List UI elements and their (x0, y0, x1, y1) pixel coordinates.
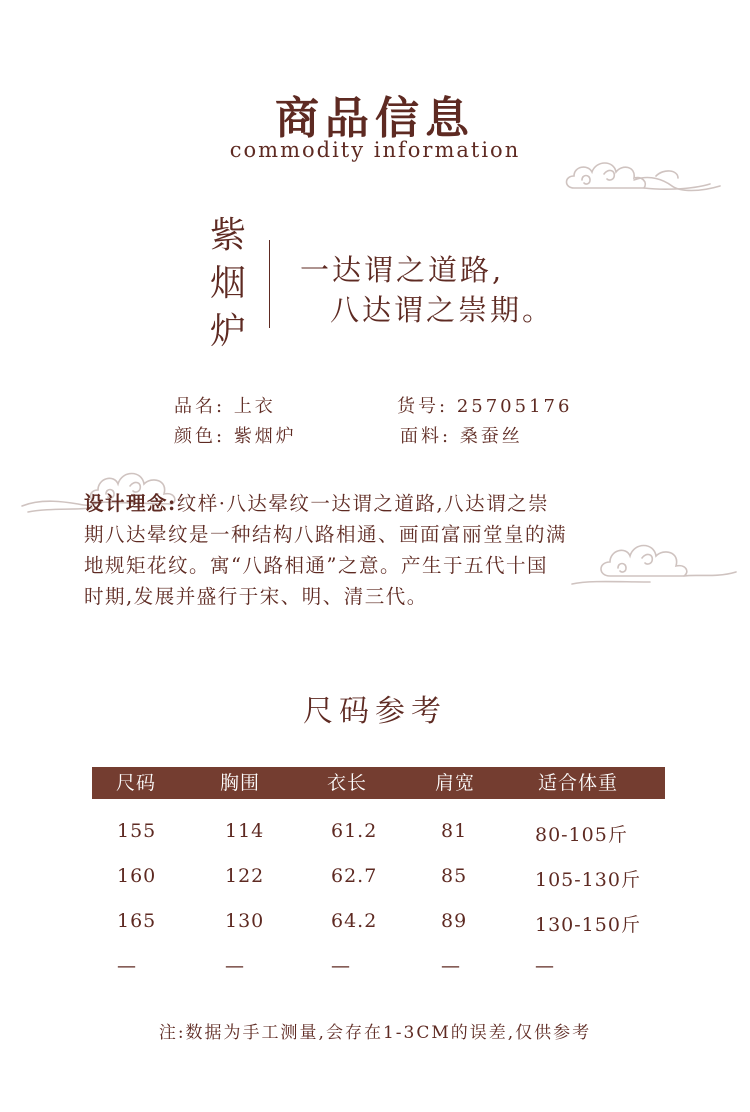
design-line: 地规矩花纹。寓“八路相通”之意。产生于五代十国 (84, 554, 548, 577)
table-cell: 62.7 (331, 865, 378, 887)
info-fabric (400, 422, 523, 448)
divider-line (269, 240, 270, 328)
name-char: 烟 (209, 263, 246, 304)
name-char: 紫 (209, 215, 246, 256)
header-size: 尺码 (116, 772, 157, 794)
fabric-label: 面料: (400, 426, 452, 447)
design-concept (84, 488, 666, 612)
table-cell: — (225, 955, 245, 977)
table-cell: — (331, 955, 351, 977)
page-title: 商品信息 (275, 93, 475, 144)
table-cell: 81 (441, 820, 468, 842)
slogan-line-1: 一达谓之道路, (300, 253, 505, 287)
table-cell: 89 (441, 910, 468, 932)
fabric-value: 桑蚕丝 (459, 426, 523, 447)
info-sku (397, 392, 572, 418)
design-line: 时期,发展并盛行于宋、明、清三代。 (84, 585, 428, 608)
table-cell: — (441, 955, 461, 977)
table-cell: 64.2 (331, 910, 378, 932)
sku-label: 货号: (397, 396, 449, 417)
header-weight: 适合体重 (538, 772, 619, 794)
product-name-vertical (200, 212, 256, 356)
info-name (174, 392, 276, 418)
table-cell: 122 (225, 865, 265, 887)
name-value: 上衣 (233, 396, 276, 417)
table-cell: 105-130斤 (535, 869, 641, 891)
table-cell: 85 (441, 865, 468, 887)
header-chest: 胸围 (220, 772, 261, 794)
header-shoulder: 肩宽 (435, 772, 476, 794)
table-cell: — (117, 955, 137, 977)
table-cell: — (535, 955, 555, 977)
name-char: 炉 (209, 311, 246, 352)
slogan-line-2: 八达谓之崇期。 (330, 293, 555, 327)
header-length: 衣长 (327, 772, 368, 794)
measurement-note: 注:数据为手工测量,会存在1-3CM的误差,仅供参考 (158, 1023, 592, 1043)
info-color (174, 422, 297, 448)
design-line: 期八达晕纹是一种结构八路相通、画面富丽堂皇的满 (84, 523, 568, 546)
table-cell: 155 (117, 820, 157, 842)
table-cell: 80-105斤 (535, 824, 628, 846)
table-cell: 130 (225, 910, 265, 932)
table-cell: 114 (225, 820, 265, 842)
size-section-title: 尺码参考 (303, 694, 447, 729)
design-label: 设计理念: (84, 492, 177, 515)
table-cell: 160 (117, 865, 157, 887)
table-cell: 130-150斤 (535, 914, 641, 936)
color-label: 颜色: (174, 426, 226, 447)
color-value: 紫烟炉 (233, 426, 297, 447)
cloud-decoration-icon (560, 150, 730, 198)
page-subtitle: commodity information (229, 138, 521, 162)
sku-value: 25705176 (456, 396, 573, 417)
table-cell: 165 (117, 910, 157, 932)
design-line: 纹样·八达晕纹一达谓之道路,八达谓之崇 (176, 492, 550, 515)
name-label: 品名: (174, 396, 226, 417)
table-cell: 61.2 (331, 820, 378, 842)
size-table-header (92, 767, 665, 799)
